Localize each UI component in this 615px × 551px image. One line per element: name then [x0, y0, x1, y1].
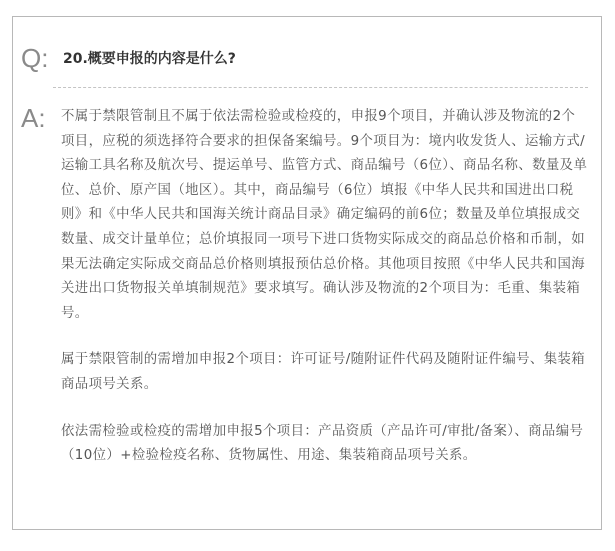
question-text: 20.概要申报的内容是什么?	[63, 51, 236, 67]
answer-body	[61, 105, 588, 469]
answer-paragraph: 属于禁限管制的需增加申报2个项目：许可证号/随附证件代码及随附证件编号、集装箱商品项号关系。	[61, 352, 586, 392]
answer-marker: A:	[21, 103, 46, 133]
faq-card	[12, 16, 602, 530]
question-row	[13, 43, 601, 79]
answer-paragraph: 依法需检验或检疫的需增加申报5个项目：产品资质（产品许可/审批/备案）、商品编号（10位）+检验检疫名称、货物属性、用途、集装箱商品项号关系。	[61, 423, 584, 464]
dashed-divider	[53, 87, 588, 88]
answer-paragraph: 不属于禁限管制且不属于依法需检验或检疫的，申报9个项目，并确认涉及物流的2个项目，应税的须选择符合要求的担保备案编号。9个项目为：境内收发货人、运输方式/运输工具名称及航次号、提运单号、监管方式、商品编号（6位）、商品名称、数量及单位、总价、原产国（地区）。其中，商品编号（6位）填报《中华人民共和国进出口税则》和《中华人民共和国海关统计商品目录》确定编码的前6位；数量及单位填报成交数量、成交计量单位；总价填报同一项号下进口货物实际成交的商品总价格和币制，如果无法确定实际成交商品总价格则填报预估总价格。其他项目按照《中华人民共和国海关进出口货物报关单填制规范》要求填写。确认涉及物流的2个项目为：毛重、集装箱号。	[61, 109, 588, 321]
question-marker: Q:	[21, 43, 49, 73]
